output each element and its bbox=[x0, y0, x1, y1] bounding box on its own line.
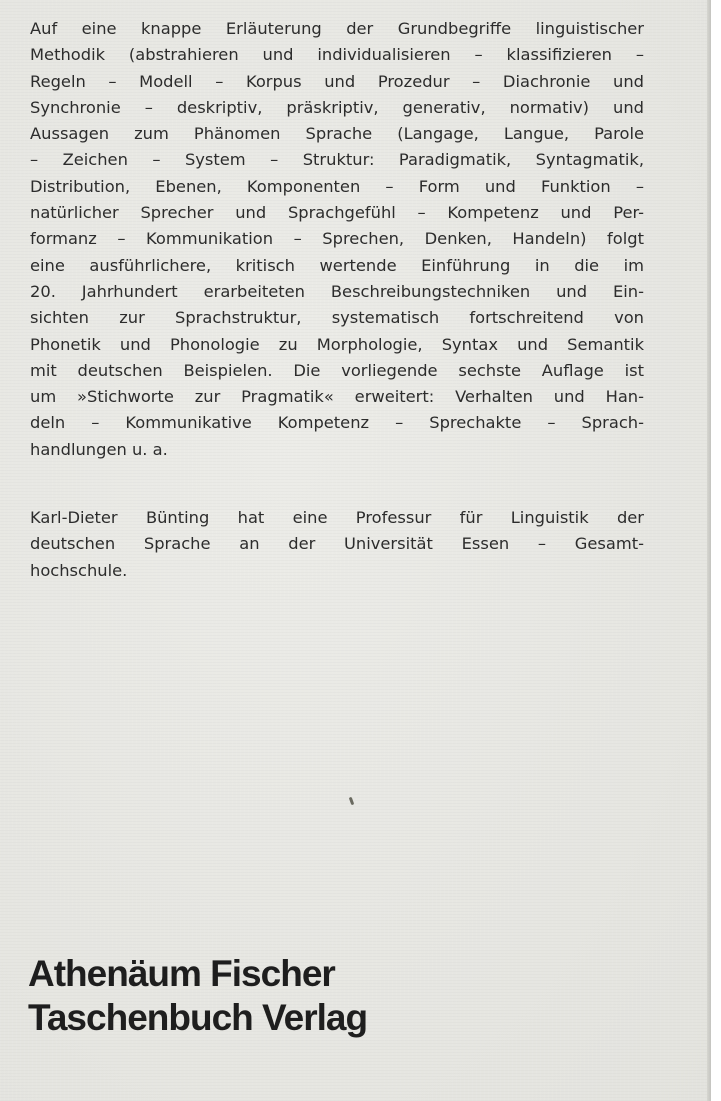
blurb-line: Regeln – Modell – Korpus und Prozedur – Diachronie und bbox=[30, 71, 644, 91]
blurb-line: Auf eine knappe Erläuterung der Grundbegriffe linguistischer bbox=[30, 19, 644, 38]
blurb-line: formanz – Kommunikation – Sprechen, Denken, Handeln) folgt bbox=[30, 229, 644, 249]
blurb-line: um »Stichworte zur Pragmatik« erweitert: Verhalten und Han- bbox=[30, 387, 644, 407]
blurb-line: 20. Jahrhundert erarbeiteten Beschreibungstechniken und Ein- bbox=[30, 281, 644, 301]
cover-edge-shadow bbox=[707, 0, 711, 1101]
blurb-line: Aussagen zum Phänomen Sprache (Langage, Langue, Parole bbox=[30, 124, 644, 144]
publisher-imprint bbox=[28, 952, 367, 1040]
blurb-line: handlungen u. a. bbox=[30, 439, 168, 459]
publisher-name-line: Athenäum Fischer bbox=[28, 953, 335, 994]
blurb-line: Methodik (abstrahieren und individualisieren – klassifizieren – bbox=[30, 45, 644, 65]
blurb-line: mit deutschen Beispielen. Die vorliegende sechste Auflage ist bbox=[30, 360, 644, 380]
blurb-text bbox=[30, 16, 644, 463]
blurb-line: – Zeichen – System – Struktur: Paradigmatik, Syntagmatik, bbox=[30, 150, 644, 170]
paper-speck bbox=[349, 797, 355, 806]
author-bio bbox=[30, 505, 644, 584]
blurb-line: Phonetik und Phonologie zu Morphologie, Syntax und Semantik bbox=[30, 334, 644, 354]
blurb-line: deln – Kommunikative Kompetenz – Sprechakte – Sprach- bbox=[30, 413, 644, 433]
author-bio-line: deutschen Sprache an der Universität Essen – Gesamt- bbox=[30, 534, 644, 554]
blurb-line: eine ausführlichere, kritisch wertende Einführung in die im bbox=[30, 255, 644, 275]
blurb-line: natürlicher Sprecher und Sprachgefühl – Kompetenz und Per- bbox=[30, 203, 644, 223]
author-bio-line: hochschule. bbox=[30, 560, 128, 580]
author-bio-line: Karl-Dieter Bünting hat eine Professur für Linguistik der bbox=[30, 508, 644, 527]
blurb-line: Synchronie – deskriptiv, präskriptiv, generativ, normativ) und bbox=[30, 97, 644, 117]
publisher-series-line: Taschenbuch Verlag bbox=[28, 997, 368, 1038]
blurb-line: Distribution, Ebenen, Komponenten – Form und Funktion – bbox=[30, 176, 644, 196]
blurb-line: sichten zur Sprachstruktur, systematisch fortschreitend von bbox=[30, 308, 644, 328]
